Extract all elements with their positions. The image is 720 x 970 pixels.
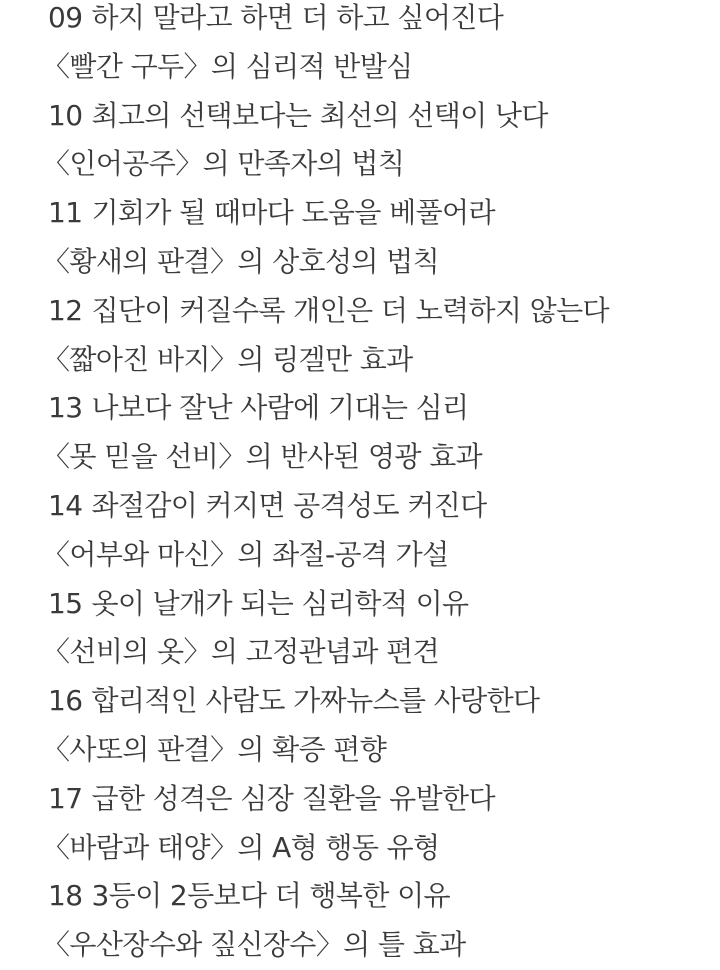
toc-entry (42, 287, 720, 385)
chapter-title: 하지 말라고 하면 더 하고 싶어진다 (91, 1, 504, 34)
chapter-number: 13 (48, 391, 83, 425)
toc-entry (42, 384, 720, 482)
chapter-number: 16 (48, 684, 83, 718)
chapter-number: 15 (48, 586, 83, 620)
chapter-title: 3등이 2등보다 더 행복한 이유 (91, 879, 450, 913)
chapter-title: 최고의 선택보다는 최선의 선택이 낫다 (91, 98, 548, 132)
chapter-heading (48, 580, 720, 629)
chapter-title: 나보다 잘난 사람에 기대는 심리 (91, 391, 469, 425)
toc-entry (42, 677, 720, 775)
chapter-heading (48, 677, 720, 726)
chapter-subtitle: 〈황새의 판결〉의 상호성의 법칙 (42, 244, 440, 278)
chapter-subtitle: 〈사또의 판결〉의 확증 편향 (42, 732, 387, 766)
chapter-title: 기회가 될 때마다 도움을 베풀어라 (91, 196, 495, 230)
chapter-subtitle: 〈바람과 태양〉의 A형 행동 유형 (42, 830, 440, 864)
chapter-number: 14 (48, 488, 83, 522)
toc-entry (42, 872, 720, 970)
chapter-subtitle: 〈우산장수와 짚신장수〉의 틀 효과 (42, 928, 466, 962)
toc-entry (42, 92, 720, 190)
chapter-subtitle: 〈짧아진 바지〉의 링겔만 효과 (42, 342, 413, 376)
chapter-subtitle: 〈못 믿을 선비〉의 반사된 영광 효과 (42, 440, 483, 474)
chapter-number: 10 (48, 98, 83, 132)
toc-entry (42, 775, 720, 873)
chapter-subtitle: 〈선비의 옷〉의 고정관념과 편견 (42, 635, 440, 669)
chapter-title: 합리적인 사람도 가짜뉴스를 사랑한다 (91, 684, 540, 718)
chapter-title: 옷이 날개가 되는 심리학적 이유 (91, 586, 469, 620)
chapter-number: 09 (48, 1, 83, 34)
chapter-number: 18 (48, 879, 83, 913)
toc-entry (42, 189, 720, 287)
toc-entry (42, 580, 720, 678)
chapter-heading (48, 0, 720, 43)
toc-entry (42, 0, 720, 92)
toc-entry (42, 482, 720, 580)
chapter-heading (48, 287, 720, 336)
chapter-title: 좌절감이 커지면 공격성도 커진다 (91, 488, 487, 522)
chapter-heading (48, 872, 720, 921)
chapter-heading (48, 384, 720, 433)
table-of-contents (42, 0, 720, 970)
chapter-heading (48, 482, 720, 531)
chapter-number: 12 (48, 293, 83, 327)
chapter-title: 급한 성격은 심장 질환을 유발한다 (91, 781, 495, 815)
chapter-number: 17 (48, 781, 83, 815)
chapter-title: 집단이 커질수록 개인은 더 노력하지 않는다 (91, 293, 610, 327)
chapter-heading (48, 775, 720, 824)
chapter-heading (48, 92, 720, 141)
chapter-subtitle: 〈빨간 구두〉의 심리적 반발심 (42, 49, 413, 83)
chapter-number: 11 (48, 196, 83, 230)
chapter-heading (48, 189, 720, 238)
chapter-subtitle: 〈어부와 마신〉의 좌절-공격 가설 (42, 537, 449, 571)
chapter-subtitle: 〈인어공주〉의 만족자의 법칙 (42, 147, 405, 181)
